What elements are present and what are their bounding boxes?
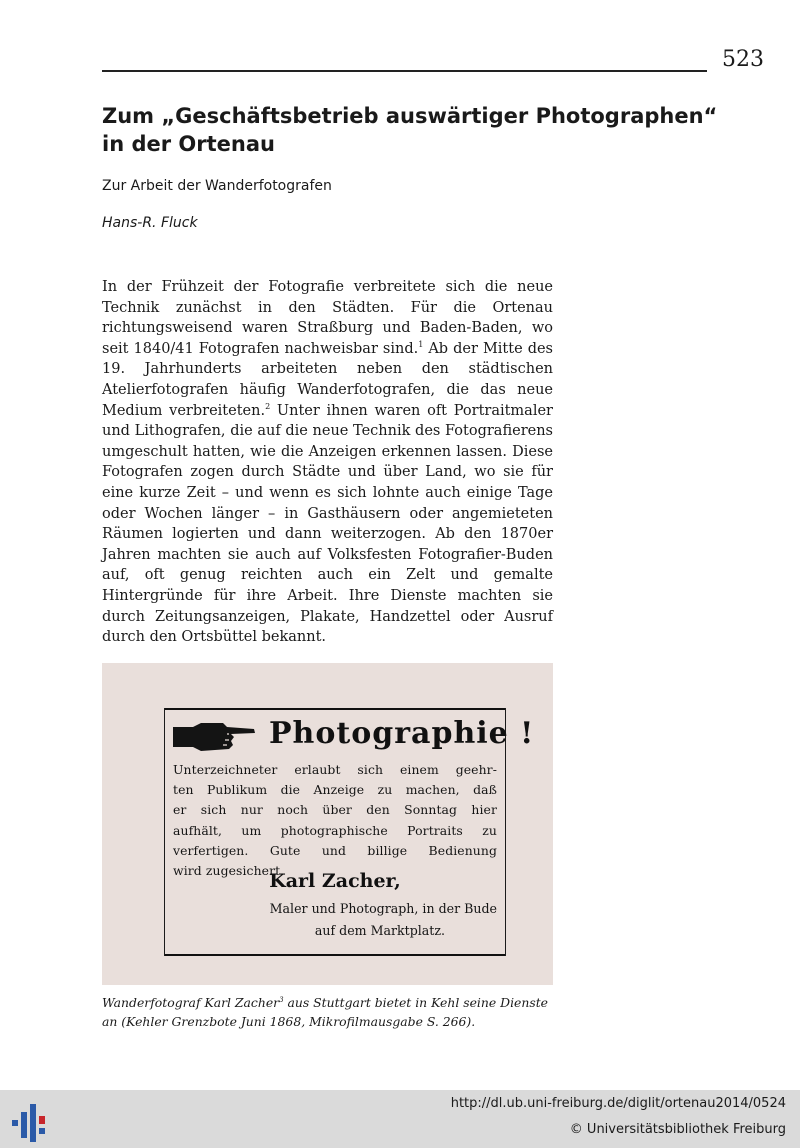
ad-line: ten Publikum die Anzeige zu machen, daß bbox=[173, 782, 497, 798]
body-text-part: In der Frühzeit der Fotografie verbreitete sich die neue Technik zunächst in den Städten. Für die Ortenau richtungsweisend waren Straßburg und Baden-Baden, wo seit 1840/41 Fotografen nachweisbar sind. bbox=[102, 279, 553, 357]
footnote-marker[interactable]: 1 bbox=[418, 339, 424, 349]
caption-text-part: Wanderfotograf Karl Zacher bbox=[102, 995, 280, 1010]
library-logo-icon[interactable] bbox=[12, 1098, 52, 1142]
ad-text bbox=[173, 760, 497, 881]
ad-photographer-name: Karl Zacher, bbox=[269, 870, 401, 892]
newspaper-advertisement bbox=[164, 708, 535, 956]
ad-line: verfertigen. Gute und billige Bedienung bbox=[173, 842, 497, 858]
caption-text-part: aus Stuttgart bietet in Kehl seine Dienste an (Kehler Grenzbote Juni 1868, Mikrofilmausgabe S. 266). bbox=[102, 995, 549, 1029]
body-text-part: Ab der Mitte des 19. Jahrhunderts arbeiteten neben den städtischen Atelierfotografen häufig Wanderfotografen, die das neue Medium verbreiteten. bbox=[102, 340, 553, 419]
footer-bar bbox=[0, 1090, 800, 1148]
header-rule bbox=[102, 70, 707, 72]
footer-copyright: © Universitätsbibliothek Freiburg bbox=[569, 1122, 786, 1137]
page-number: 523 bbox=[722, 47, 764, 72]
pointing-hand-icon bbox=[171, 718, 257, 756]
ad-line: Unterzeichneter erlaubt sich einem geehr- bbox=[173, 762, 497, 777]
ad-line: er sich nur noch über den Sonntag hier bbox=[173, 802, 497, 818]
article-author: Hans-R. Fluck bbox=[102, 215, 198, 231]
ad-line: aufhält, um photographische Portraits zu bbox=[173, 822, 497, 838]
ad-bottom-rule bbox=[165, 954, 505, 956]
ad-line: wird zugesichert. bbox=[173, 863, 285, 879]
ad-heading: Photographie ! bbox=[269, 716, 535, 751]
article-title: Zum „Geschäftsbetrieb auswärtiger Photographen“ in der Ortenau bbox=[102, 104, 718, 156]
ad-location: auf dem Marktplatz. bbox=[314, 923, 445, 938]
footnote-marker[interactable]: 3 bbox=[279, 996, 284, 1004]
footnote-marker[interactable]: 2 bbox=[265, 401, 271, 411]
body-paragraph bbox=[102, 277, 553, 648]
figure-caption bbox=[102, 994, 562, 1031]
ad-top-rule bbox=[165, 708, 505, 710]
footer-url-link[interactable]: http://dl.ub.uni-freiburg.de/diglit/ortenau2014/0524 bbox=[450, 1096, 786, 1111]
ad-profession: Maler und Photograph, in der Bude bbox=[269, 901, 497, 916]
article-subtitle: Zur Arbeit der Wanderfotografen bbox=[102, 178, 332, 194]
body-text-part: Unter ihnen waren oft Portraitmaler und Lithografen, die auf die neue Technik des Fotografierens umgeschult hatten, wie die Anzeigen erkennen lassen. Diese Fotografen zogen durch Städte und über Land, wo sie für eine kurze Zeit – und wenn es sich lohnte auch einige Tage oder Wochen länger – in Gasthäusern oder angemieteten Räumen logierten und dann weiterzogen. Ab den 1870er Jahren machten sie auch auf Volksfesten Fotografier-Buden auf, oft genug reichten auch ein Zelt und gemalte Hintergründe für ihre Arbeit. Ihre Dienste machten sie durch Zeitungsanzeigen, Plakate, Handzettel oder Ausruf durch den Ortsbüttel bekannt. bbox=[102, 402, 553, 646]
